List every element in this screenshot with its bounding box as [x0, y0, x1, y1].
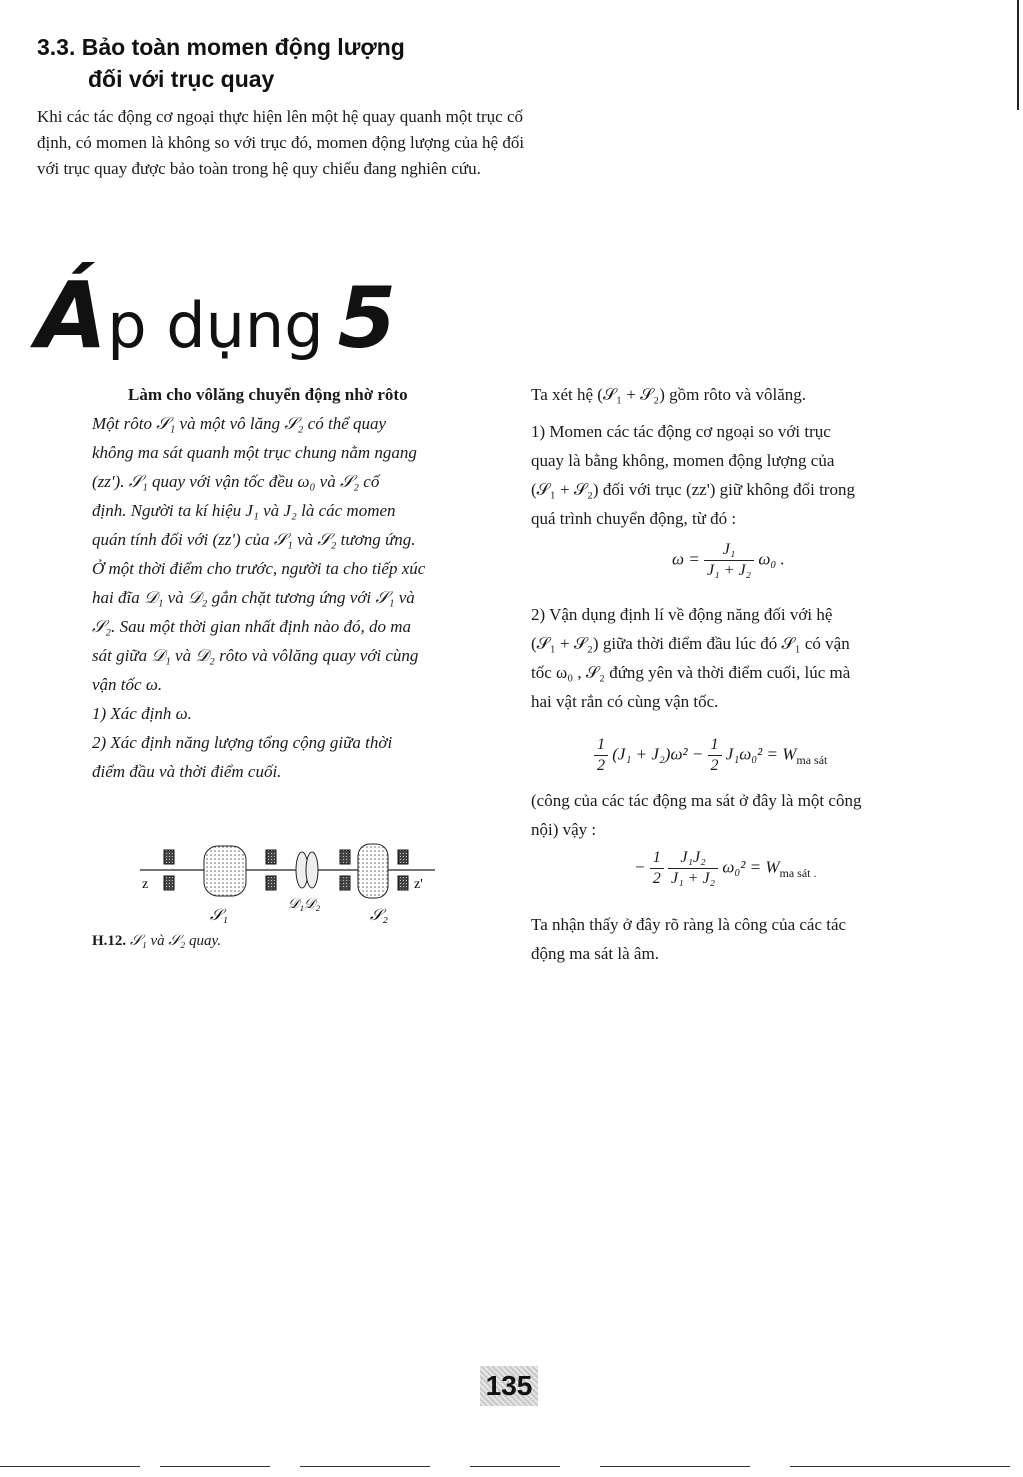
problem-line: 𝒮₂. Sau một thời gian nhất định nào đó, do ma: [92, 617, 412, 636]
formula-term: (J₁ + J₂)ω² −: [612, 744, 704, 764]
problem-line: Ở một thời điểm cho trước, người ta cho tiếp xúc: [92, 559, 426, 578]
formula-omega: [672, 540, 785, 581]
solution-line: 1) Momen các tác động cơ ngoại so với trục: [531, 422, 831, 441]
solution-line: quá trình chuyển động, từ đó :: [531, 509, 737, 528]
solution-line: tốc ω₀ , 𝒮₂ đứng yên và thời điểm cuối, lúc mà: [531, 663, 851, 682]
heading-text: p dụng: [107, 289, 324, 362]
problem-line: (zz'). 𝒮₁ quay với vận tốc đều ω₀ và 𝒮₂ cố: [92, 472, 380, 491]
right-column-part2: [531, 600, 951, 716]
right-column-part4: [531, 910, 951, 968]
bottom-rule: [790, 1466, 1010, 1467]
denominator: J₁ + J₂: [670, 870, 716, 887]
question-2: 2) Xác định năng lượng tổng cộng giữa thời: [92, 733, 393, 752]
left-column: [92, 380, 512, 786]
denominator: 2: [652, 870, 661, 887]
solution-line: (𝒮₁ + 𝒮₂) đối với trục (zz') giữ không đổi trong: [531, 480, 855, 499]
fraction-inertia: [668, 848, 718, 889]
section-title-line2: đối với trục quay: [88, 66, 275, 92]
caption-label: H.12.: [92, 933, 127, 949]
bottom-rule: [300, 1466, 430, 1467]
problem-line: Một rôto 𝒮₁ và một vô lăng 𝒮₂ có thể quay: [92, 414, 387, 433]
bottom-rule: [160, 1466, 270, 1467]
fraction-half: [650, 848, 664, 889]
figure-caption: [92, 932, 221, 950]
question-2-cont: điểm đầu và thời điểm cuối.: [92, 762, 282, 781]
heading-initial: Á: [36, 262, 108, 369]
solution-line: (𝒮₁ + 𝒮₂) giữa thời điểm đầu lúc đó 𝒮₁ có vận: [531, 634, 850, 653]
minus-sign: −: [634, 857, 646, 877]
solution-intro: Ta xét hệ (𝒮₁ + 𝒮₂) gồm rôto và vôlăng.: [531, 385, 807, 404]
margin-line: [1017, 0, 1019, 110]
application-heading: [36, 262, 396, 369]
fraction-half: [594, 735, 608, 776]
problem-line: sát giữa 𝒟₁ và 𝒟₂ rôto và vôlăng quay với cùng: [92, 646, 419, 665]
subscript: ma sát: [796, 752, 828, 767]
formula-tail: ω₀ .: [758, 549, 785, 569]
caption-text: 𝒮₁ và 𝒮₂ quay.: [129, 933, 222, 949]
page-number: 135: [480, 1366, 538, 1406]
fraction: [704, 540, 754, 581]
formula-term: J₁ω₀² = W: [725, 744, 797, 764]
bottom-rule: [0, 1466, 140, 1467]
problem-line: hai đĩa 𝒟₁ và 𝒟₂ gắn chặt tương ứng với 𝒮₁ và: [92, 588, 415, 607]
solution-line: Ta nhận thấy ở đây rõ ràng là công của các tác: [531, 915, 847, 934]
solution-line: quay là bằng không, momen động lượng của: [531, 451, 835, 470]
problem-line: quán tính đối với (zz') của 𝒮₁ và 𝒮₂ tương ứng.: [92, 530, 416, 549]
intro-line: định, có momen là không so với trục đó, momen động lượng của hệ đối: [37, 133, 525, 152]
numerator: J₁: [704, 540, 754, 561]
intro-line: Khi các tác động cơ ngoại thực hiện lên một hệ quay quanh một trục cố: [37, 107, 524, 126]
numerator: J₁J₂: [668, 848, 718, 869]
formula-tail: ω₀² = W: [722, 857, 780, 877]
section-title-line1: 3.3. Bảo toàn momen động lượng: [37, 34, 405, 60]
intro-paragraph: [37, 104, 677, 182]
problem-line: không ma sát quanh một trục chung nằm ngang: [92, 443, 417, 462]
denominator: J₁ + J₂: [706, 562, 752, 579]
right-column-part3: [531, 786, 951, 844]
denominator: 2: [710, 757, 719, 774]
right-column: [531, 380, 951, 533]
formula-lhs: ω =: [672, 549, 700, 569]
solution-line: (công của các tác động ma sát ở đây là một công: [531, 791, 862, 810]
fraction-half: [708, 735, 722, 776]
solution-line: nội) vậy :: [531, 820, 597, 839]
solution-line: động ma sát là âm.: [531, 944, 659, 963]
numerator: 1: [594, 735, 608, 756]
denominator: 2: [597, 757, 605, 774]
heading-number: 5: [337, 269, 397, 367]
solution-line: hai vật rắn có cùng vận tốc.: [531, 692, 719, 711]
rotor-flywheel-figure: [130, 838, 450, 930]
formula-energy: [594, 735, 827, 776]
problem-line: định. Người ta kí hiệu J₁ và J₂ là các momen: [92, 501, 396, 520]
bottom-rule: [600, 1466, 750, 1467]
problem-title: Làm cho vôlăng chuyển động nhờ rôto: [128, 385, 408, 404]
numerator: 1: [650, 848, 664, 869]
label-s1: 𝒮₁: [210, 907, 228, 924]
solution-line: 2) Vận dụng định lí về động năng đối với hệ: [531, 605, 833, 624]
subscript: ma sát .: [779, 865, 817, 880]
bottom-rule: [470, 1466, 560, 1467]
problem-line: vận tốc ω.: [92, 675, 163, 694]
question-1: 1) Xác định ω.: [92, 704, 192, 723]
label-discs: 𝒟₁𝒟₂: [288, 897, 321, 912]
label-s2: 𝒮₂: [370, 907, 388, 924]
intro-line: với trục quay được bảo toàn trong hệ quy chiếu đang nghiên cứu.: [37, 159, 481, 178]
label-z: z: [142, 877, 149, 892]
label-z-prime: z': [414, 877, 423, 892]
formula-work: [634, 848, 817, 889]
numerator: 1: [708, 735, 722, 756]
